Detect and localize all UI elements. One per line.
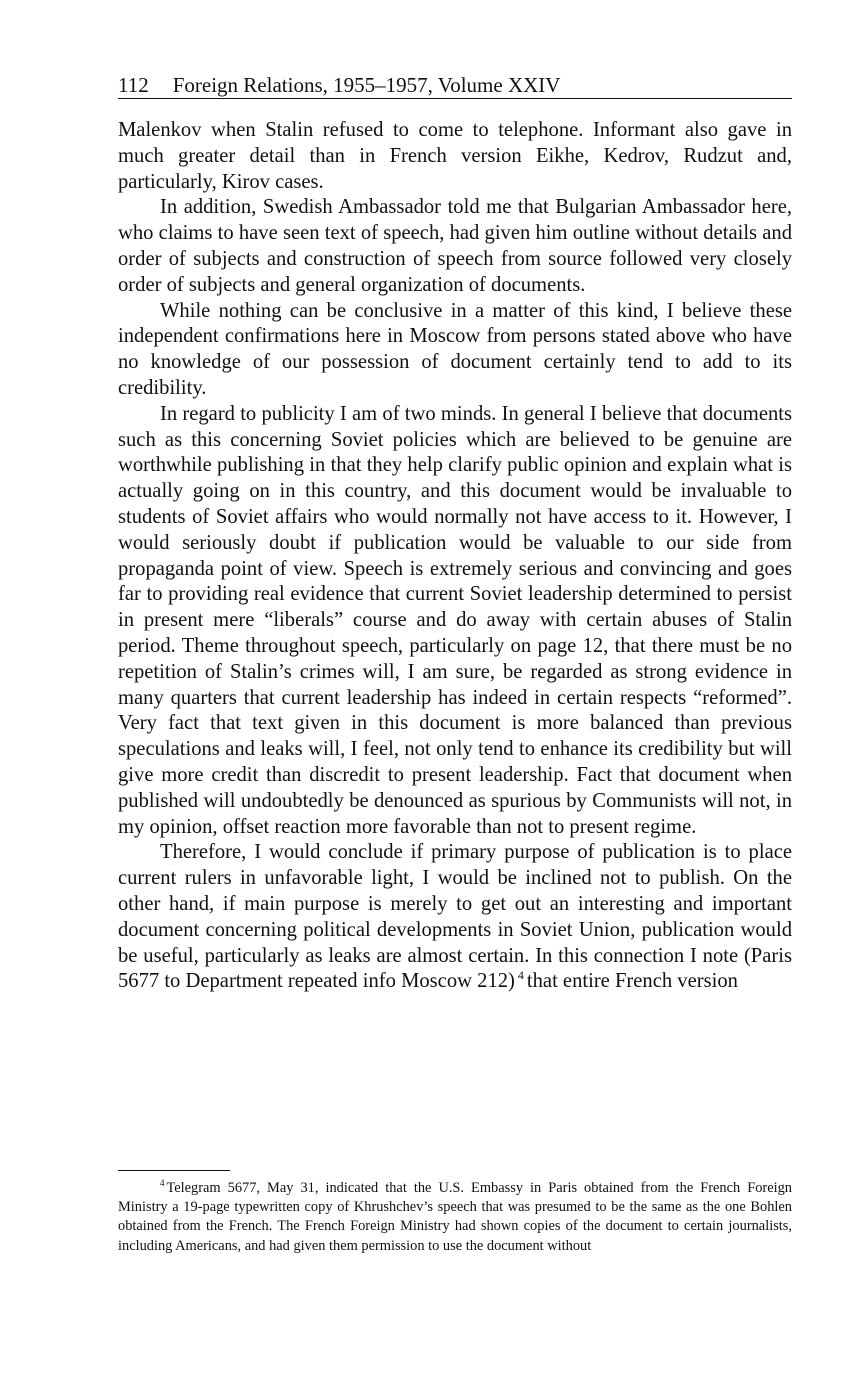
footnote-text: Telegram 5677, May 31, indicated that the U.S. Embassy in Paris obtained from the French Foreign Ministry a 19-page typewritten copy of Khrushchev’s speech that was presumed to be the same as the one Bohlen obtained from the French. The French Foreign Ministry had shown copies of the document to certain journalists, including Americans, and had given them permission to use the document without <box>118 1180 792 1254</box>
running-head <box>118 72 792 99</box>
footnote-reference: 4 <box>517 968 524 983</box>
running-head-title: Foreign Relations, 1955–1957, Volume XXIV <box>172 73 561 97</box>
body-text <box>118 118 792 995</box>
footnote-number: 4 <box>160 1178 165 1189</box>
paragraph-1: Malenkov when Stalin refused to come to telephone. Informant also gave in much greater detail than in French version Eikhe, Kedrov, Rudzut and, particularly, Kirov cases. <box>118 119 792 193</box>
paragraph-4: In regard to publicity I am of two minds. In general I believe that documents such as this concerning Soviet policies which are believed to be genuine are worthwhile publishing in that they help clarify public opinion and explain what is actually going on in this country, and this document would be invaluable to students of Soviet affairs who would normally not have access to it. However, I would seriously doubt if publication would be valuable to our side from propaganda point of view. Speech is extremely serious and convincing and goes far to providing real evidence that current Soviet leadership determined to persist in present mere “liberals” course and do away with certain abuses of Stalin period. Theme throughout speech, particularly on page 12, that there must be no repetition of Stalin’s crimes will, I am sure, be regarded as strong evidence in many quarters that current leadership has indeed in certain respects “reformed”. Very fact that text given in this document is more balanced than previous speculations and leaks will, I feel, not only tend to enhance its credibility but will give more credit than discredit to present leadership. Fact that document when published will undoubtedly be denounced as spurious by Communists will not, in my opinion, offset reaction more favorable than not to present regime. <box>118 402 792 838</box>
footnote <box>118 1179 792 1256</box>
paragraph-3: While nothing can be conclusive in a matter of this kind, I believe these independent confirmations here in Moscow from persons stated above who have no knowledge of our possession of document certainly tend to add to its credibility. <box>118 299 792 399</box>
page-number: 112 <box>118 73 149 97</box>
footnote-divider <box>118 1170 230 1171</box>
paragraph-2: In addition, Swedish Ambassador told me that Bulgarian Ambassador here, who claims to have seen text of speech, had given him outline without details and order of subjects and construction of speech from source followed very closely order of subjects and general organization of documents. <box>118 196 792 296</box>
paragraph-5 <box>118 840 792 995</box>
paragraph-5-text: Therefore, I would conclude if primary purpose of publication is to place current rulers in unfavorable light, I would be inclined not to publish. On the other hand, if main purpose is merely to get out an interesting and important document concerning political developments in Soviet Union, publication would be useful, particularly as leaks are almost certain. In this connection I note (Paris 5677 to Department repeated info Moscow 212) <box>118 841 792 993</box>
document-page <box>118 0 792 1380</box>
paragraph-5-tail: that entire French version <box>526 970 738 993</box>
